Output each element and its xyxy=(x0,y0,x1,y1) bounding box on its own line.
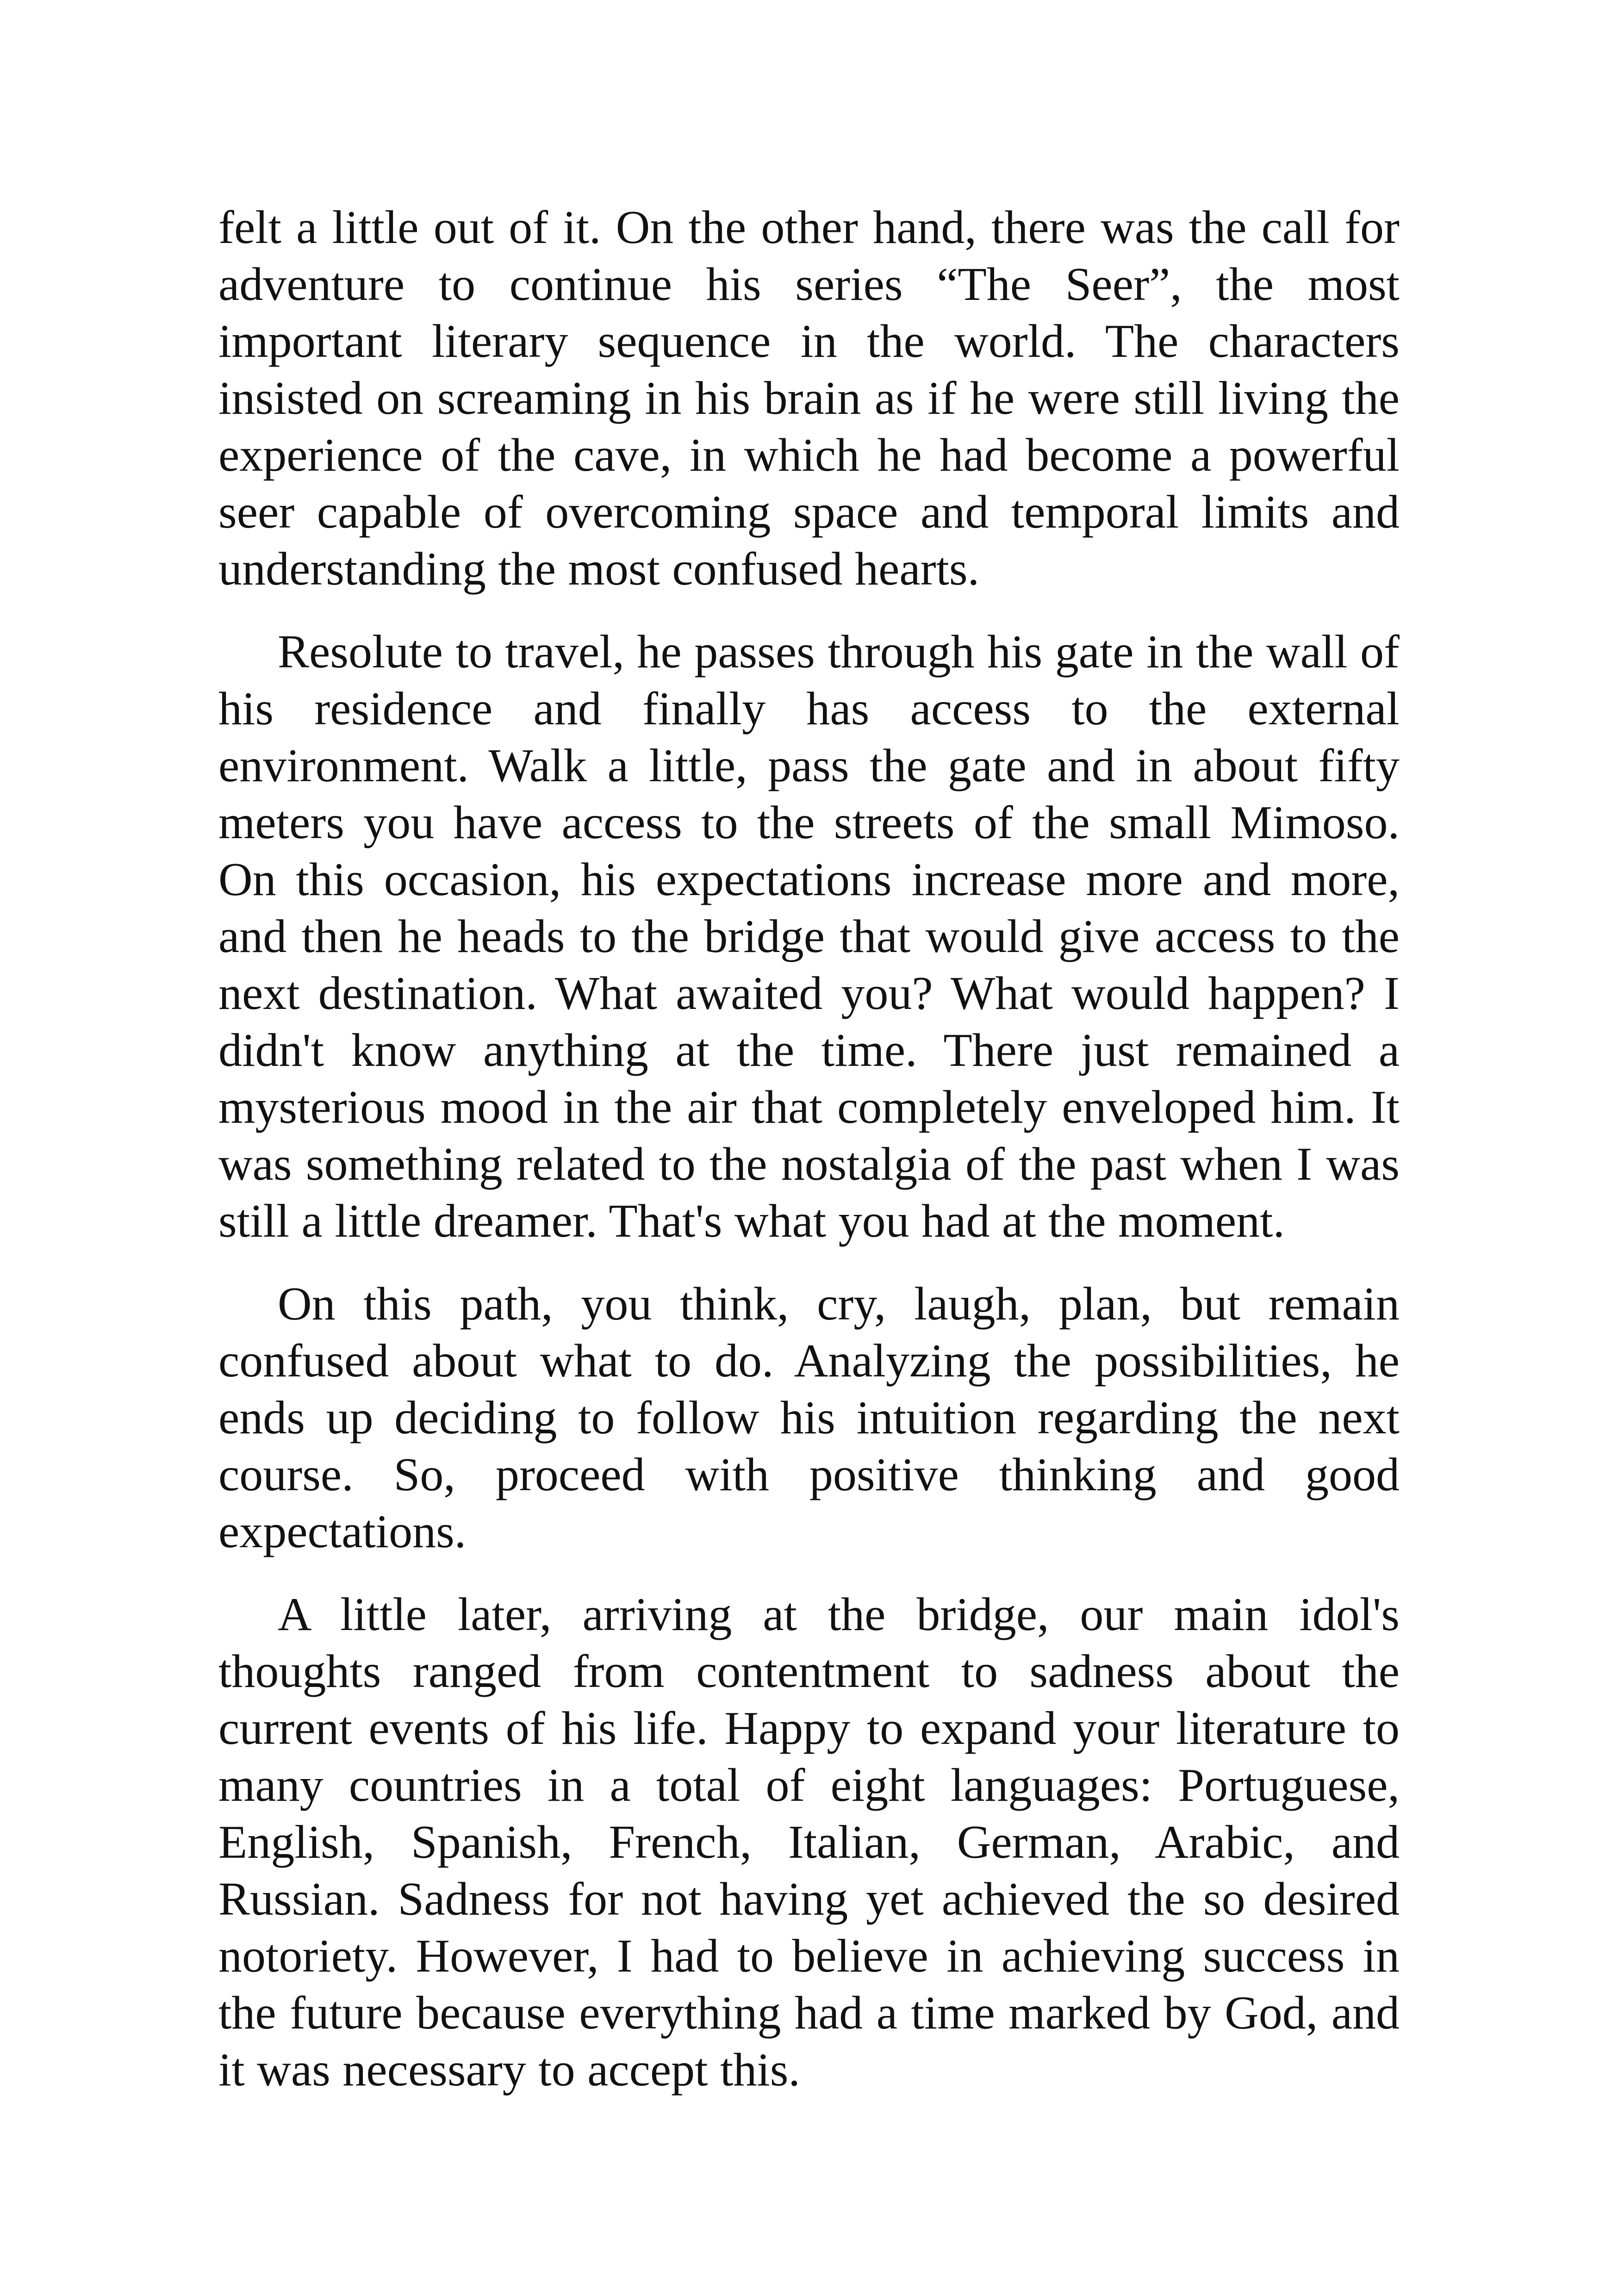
paragraph-3: On this path, you think, cry, laugh, plan, but remain confused about what to do. Analyzing the possibilities, he ends up deciding to follow his intuition regarding the next course. So, proceed with positive thinking and good expectations. xyxy=(218,1278,1400,1558)
paragraph-1: felt a little out of it. On the other hand, there was the call for adventure to continue his series “The Seer”, the most important literary sequence in the world. The characters insisted on screaming in his brain as if he were still living the experience of the cave, in which he had become a powerful seer capable of overcoming space and temporal limits and understanding the most confused hearts. xyxy=(218,201,1400,595)
paragraph-4: A little later, arriving at the bridge, our main idol's thoughts ranged from contentment to sadness about the current events of his life. Happy to expand your literature to many countries in a total of eight languages: Portuguese, English, Spanish, French, Italian, German, Arabic, and Russian. Sadness for not having yet achieved the so desired notoriety. However, I had to believe in achieving success in the future because everything had a time marked by God, and it was necessary to accept this. xyxy=(218,1588,1400,2096)
paragraph-2: Resolute to travel, he passes through his gate in the wall of his residence and finally has access to the external environment. Walk a little, pass the gate and in about fifty meters you have access to the streets of the small Mimoso. On this occasion, his expectations increase more and more, and then he heads to the bridge that would give access to the next destination. What awaited you? What would happen? I didn't know anything at the time. There just remained a mysterious mood in the air that completely enveloped him. It was something related to the nostalgia of the past when I was still a little dreamer. That's what you had at the moment. xyxy=(218,626,1400,1247)
body-text xyxy=(218,199,1400,2098)
